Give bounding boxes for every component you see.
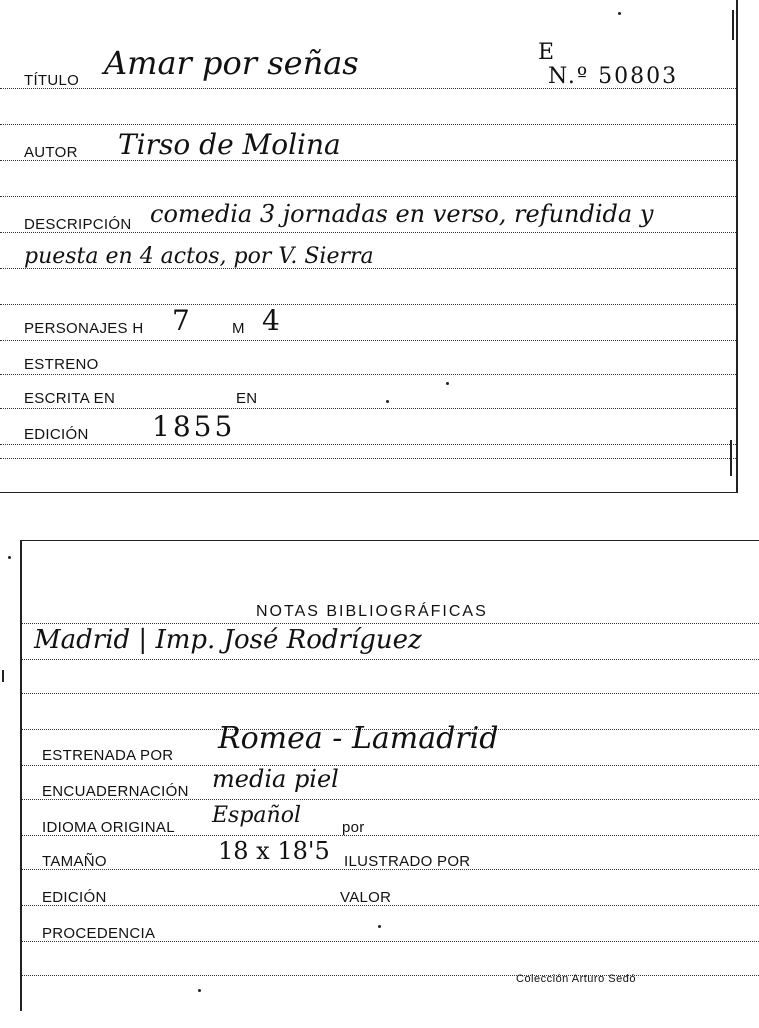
idioma-value: Español: [212, 803, 301, 828]
tamano-value: 18 x 18'5: [218, 837, 330, 865]
numero-prefix: E: [538, 40, 555, 65]
valor-label: VALOR: [340, 889, 392, 906]
tamano-label: TAMAÑO: [42, 853, 107, 870]
rule-line: [0, 304, 736, 305]
escrita-label: ESCRITA EN: [24, 390, 116, 407]
speck: [386, 400, 389, 403]
catalog-card-front: [0, 0, 738, 493]
speck: [198, 989, 201, 992]
titulo-label: TÍTULO: [24, 72, 80, 89]
rule-line: [22, 623, 759, 624]
encuadernacion-label: ENCUADERNACIÓN: [42, 783, 189, 800]
ilustrado-label: ILUSTRADO POR: [344, 853, 471, 870]
rule-line: [0, 408, 736, 409]
catalog-card-back: [20, 540, 759, 1011]
autor-value: Tirso de Molina: [118, 128, 341, 161]
escrita-en-label: EN: [236, 390, 258, 407]
rule-line: [22, 975, 759, 976]
edge-mark: [2, 670, 4, 682]
rule-line: [0, 374, 736, 375]
notas-heading: NOTAS BIBLIOGRÁFICAS: [256, 603, 488, 620]
speck: [8, 556, 11, 559]
autor-label: AUTOR: [24, 144, 78, 161]
rule-line: [0, 160, 736, 161]
rule-line: [22, 693, 759, 694]
rule-line: [0, 458, 736, 459]
estrenada-label: ESTRENADA POR: [42, 747, 174, 764]
rule-line: [22, 659, 759, 660]
rule-line: [22, 765, 759, 766]
idioma-label: IDIOMA ORIGINAL: [42, 819, 175, 836]
edge-mark: [732, 10, 734, 40]
edicion-value: 1855: [152, 410, 236, 443]
personajes-h-value: 7: [172, 304, 190, 337]
descripcion-label: DESCRIPCIÓN: [24, 216, 132, 233]
procedencia-label: PROCEDENCIA: [42, 925, 156, 942]
descripcion-line-1: comedia 3 jornadas en verso, refundida y: [150, 200, 654, 228]
speck: [378, 925, 381, 928]
edicion-back-label: EDICIÓN: [42, 889, 107, 906]
rule-line: [0, 444, 736, 445]
registro-numero: N.º 50803: [548, 64, 679, 89]
personajes-label: PERSONAJES H: [24, 320, 144, 337]
edge-mark: [730, 440, 732, 476]
rule-line: [0, 124, 736, 125]
edicion-label: EDICIÓN: [24, 426, 89, 443]
titulo-value: Amar por señas: [104, 44, 359, 82]
por-label: por: [342, 819, 365, 836]
rule-line: [0, 196, 736, 197]
speck: [446, 382, 449, 385]
estrenada-value: Romea - Lamadrid: [218, 721, 499, 756]
encuadernacion-value: media piel: [212, 765, 339, 793]
speck: [618, 12, 621, 15]
personajes-m-label: M: [232, 320, 245, 337]
coleccion-stamp: Colección Arturo Sedó: [516, 973, 636, 985]
personajes-m-value: 4: [262, 304, 280, 337]
descripcion-line-2: puesta en 4 actos, por V. Sierra: [24, 244, 374, 269]
notas-value: Madrid | Imp. José Rodríguez: [34, 625, 422, 655]
estreno-label: ESTRENO: [24, 356, 99, 373]
rule-line: [0, 340, 736, 341]
